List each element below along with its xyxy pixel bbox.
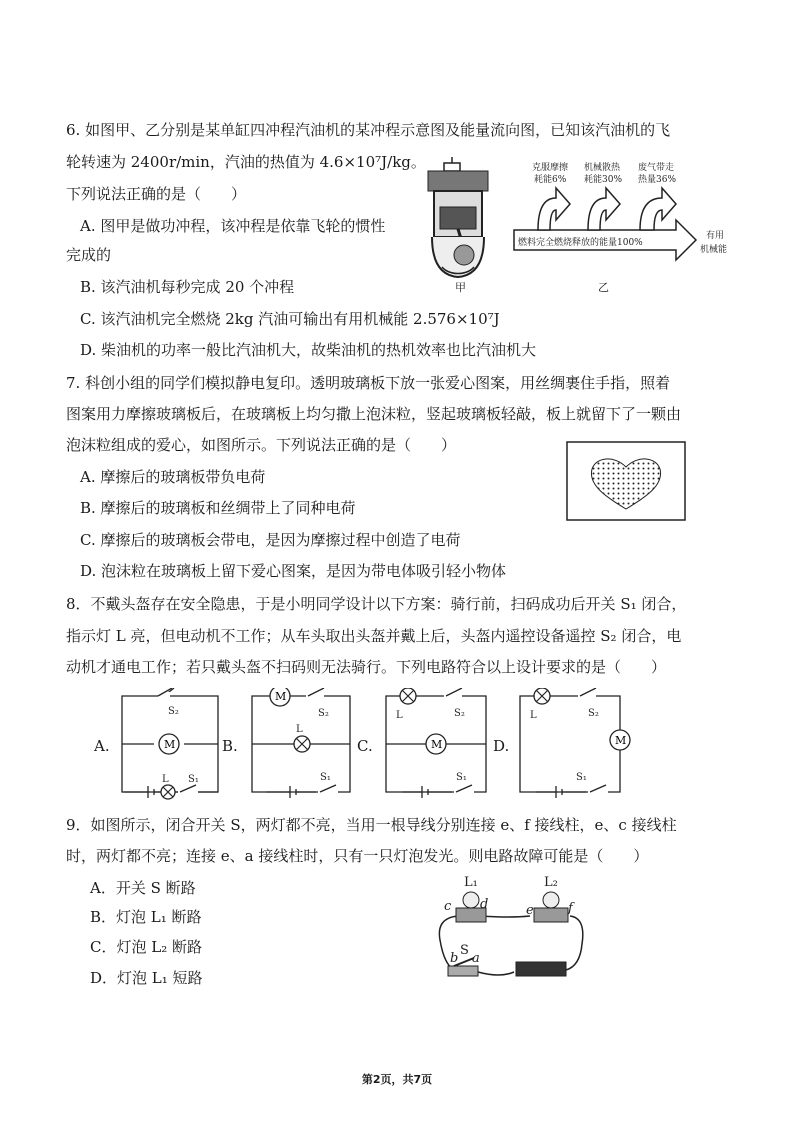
circuit-c (382, 688, 492, 800)
q7-line2: 图案用力摩擦玻璃板后，在玻璃板上均匀撒上泡沫粒，竖起玻璃板轻敲，板上就留下了一颗由 (66, 405, 682, 423)
q8-line1: 8．不戴头盔存在安全隐患，于是小明同学设计以下方案：骑行前，扫码成功后开关 S₁ 闭合， (66, 595, 687, 613)
svg-text:S₂: S₂ (318, 708, 329, 719)
svg-text:S₂: S₂ (588, 708, 599, 719)
energy-heat-2: 耗能30% (584, 175, 623, 185)
q7-option-d: D. 泡沫粒在玻璃板上留下爱心图案，是因为带电体吸引轻小物体 (80, 562, 507, 580)
heart-glass-plate (566, 441, 686, 521)
q9-option-d: D．灯泡 L₁ 短路 (90, 969, 203, 987)
svg-text:S: S (460, 943, 469, 958)
q6-option-b: B. 该汽油机每秒完成 20 个冲程 (80, 278, 295, 296)
q6-line2: 轮转速为 2400r/min，汽油的热值为 4.6×10⁷J/kg。 (66, 153, 426, 171)
q9-line1: 9．如图所示，闭合开关 S，两灯都不亮，当用一根导线分别连接 e、f 接线柱，e、c 接线柱 (66, 816, 677, 834)
svg-text:S₁: S₁ (576, 772, 587, 783)
lamp-l2-holder (534, 908, 568, 922)
q6-stem: 下列说法正确的是（ ） (66, 185, 247, 203)
q7-option-a: A. 摩擦后的玻璃板带负电荷 (80, 468, 266, 486)
svg-text:S₁: S₁ (320, 772, 331, 783)
svg-text:M: M (164, 738, 176, 751)
q9-circuit-photo (430, 874, 610, 986)
svg-text:L: L (162, 774, 169, 785)
energy-useful-2: 机械能 (700, 245, 728, 255)
energy-exhaust-1: 废气带走 (638, 163, 675, 173)
fig-jia-label: 甲 (455, 281, 466, 294)
bulb-l1-icon (463, 892, 479, 908)
svg-text:S₂: S₂ (454, 708, 465, 719)
circuit-a-label: A. (94, 737, 110, 755)
circuit-c-label: C. (357, 737, 373, 755)
q6-option-c: C. 该汽油机完全燃烧 2kg 汽油可输出有用机械能 2.576×10⁷J (80, 310, 500, 328)
q7-line3: 泡沫粒组成的爱心，如图所示。下列说法正确的是（ ） (66, 436, 457, 454)
q9-option-b: B．灯泡 L₁ 断路 (90, 908, 202, 926)
svg-text:b: b (450, 951, 459, 966)
friction-branch-arrow (538, 188, 570, 230)
energy-exhaust-2: 热量36% (638, 175, 677, 185)
q7-option-b: B. 摩擦后的玻璃板和丝绸带上了同种电荷 (80, 499, 356, 517)
q7-line1: 7. 科创小组的同学们模拟静电复印。透明玻璃板下放一张爱心图案，用丝绸裹住手指，照着 (66, 374, 671, 392)
exhaust-branch-arrow (640, 188, 676, 230)
heat-branch-arrow (588, 188, 620, 230)
circuit-b (246, 688, 358, 800)
energy-friction-1: 克服摩擦 (532, 163, 569, 173)
svg-text:L₁: L₁ (464, 875, 478, 890)
energy-flow-diagram (510, 158, 740, 268)
q6-option-a-cont: 完成的 (66, 246, 112, 264)
switch-s-base (448, 966, 478, 976)
q7-option-c: C. 摩擦后的玻璃板会带电，是因为摩擦过程中创造了电荷 (80, 531, 461, 549)
svg-text:c: c (444, 899, 452, 914)
q9-option-c: C．灯泡 L₂ 断路 (90, 938, 202, 956)
circuit-d-label: D. (493, 737, 510, 755)
energy-heat-1: 机械散热 (584, 163, 621, 173)
energy-useful-1: 有用 (706, 231, 725, 241)
svg-text:L: L (296, 724, 303, 735)
svg-text:L₂: L₂ (544, 875, 558, 890)
svg-text:e: e (526, 903, 534, 918)
energy-fuel-label: 燃料完全燃烧释放的能量100% (518, 238, 643, 248)
svg-text:f: f (568, 901, 573, 916)
svg-text:M: M (275, 690, 287, 703)
q6-option-d: D. 柴油机的功率一般比汽油机大，故柴油机的热机效率也比汽油机大 (80, 341, 537, 359)
energy-friction-2: 耗能6% (534, 175, 567, 185)
svg-text:M: M (431, 738, 443, 751)
q8-line3: 动机才通电工作；若只戴头盔不扫码则无法骑行。下列电路符合以上设计要求的是（ ） (66, 658, 667, 676)
svg-text:d: d (480, 897, 489, 912)
engine-diagram (424, 155, 504, 290)
q9-option-a: A．开关 S 断路 (90, 879, 196, 897)
circuit-a (118, 688, 228, 800)
q6-option-a: A. 图甲是做功冲程，该冲程是依靠飞轮的惯性 (80, 217, 386, 235)
svg-text:S₁: S₁ (188, 774, 199, 785)
q9-line2: 时，两灯都不亮；连接 e、a 接线柱时，只有一只灯泡发光。则电路故障可能是（ ） (66, 847, 649, 865)
circuit-d (516, 688, 636, 800)
q8-line2: 指示灯 L 亮，但电动机不工作；从车头取出头盔并戴上后，头盔内遥控设备遥控 S₂ 闭合，电 (66, 627, 682, 645)
q6-line1: 6. 如图甲、乙分别是某单缸四冲程汽油机的某冲程示意图及能量流向图，已知该汽油机的飞 (66, 121, 671, 139)
svg-text:M: M (615, 734, 627, 747)
svg-text:L: L (530, 710, 537, 721)
battery-icon (516, 962, 566, 976)
circuit-b-label: B. (222, 737, 238, 755)
bulb-l2-icon (543, 892, 559, 908)
svg-text:L: L (396, 710, 403, 721)
page-number: 第2页，共7页 (361, 1073, 433, 1086)
svg-text:S₁: S₁ (456, 772, 467, 783)
svg-text:S₂: S₂ (168, 706, 179, 717)
svg-text:a: a (472, 951, 480, 966)
fig-yi-label: 乙 (598, 281, 609, 294)
